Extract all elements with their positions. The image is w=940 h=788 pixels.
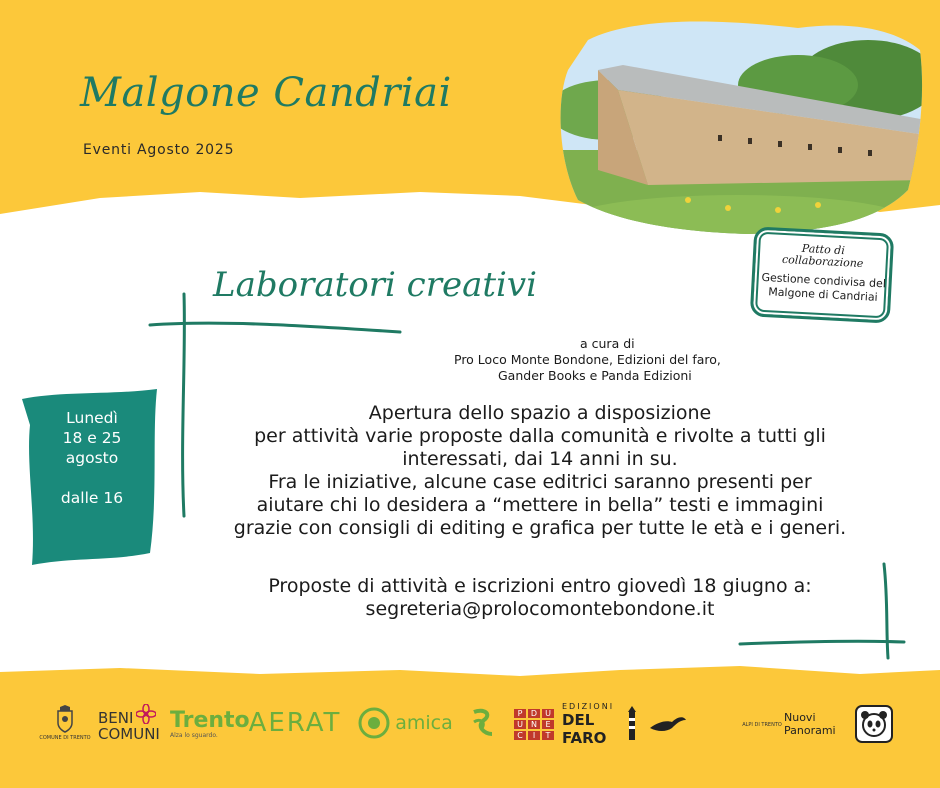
edizioni-label: EDIZIONI <box>562 701 615 711</box>
flower-icon <box>136 704 156 724</box>
date-line: 18 e 25 <box>62 429 122 447</box>
date-line: agosto <box>65 449 119 467</box>
event-title: Laboratori creativi <box>213 265 537 305</box>
amica-circle-icon <box>357 706 391 740</box>
panda-edizioni-logo <box>854 704 894 744</box>
trento-tagline: Alza lo sguardo. <box>170 731 218 739</box>
page-title: Malgone Candriai <box>80 70 452 116</box>
curator-line: Pro Loco Monte Bondone, Edizioni del faro, <box>454 352 721 367</box>
curator-block <box>440 336 800 384</box>
stamp-text: Gestione condivisa del Malgone di Candriai <box>761 270 887 304</box>
curator-line: a cura di <box>580 336 635 351</box>
pdu-cell: U <box>542 709 554 718</box>
description-line: per attività varie proposte dalla comunità e rivolte a tutti gli <box>254 425 826 447</box>
coat-of-arms-icon <box>56 705 74 733</box>
signup-email[interactable]: segreteria@prolocomontebondone.it <box>365 598 715 620</box>
description-line: aiutare chi lo desidera a “mettere in bella” testi e immagini <box>256 494 824 516</box>
pdu-cell: E <box>542 720 554 729</box>
description-line: grazie con consigli di editing e grafica per tutte le età e i generi. <box>233 517 847 539</box>
pdu-cell: I <box>528 731 540 740</box>
bird-icon <box>648 710 688 736</box>
leaf-logo <box>468 704 498 742</box>
event-description <box>190 402 890 540</box>
del-faro-label: DEL FARO <box>562 710 607 747</box>
aerat-logo <box>246 706 344 740</box>
aerat-label: AERAT <box>248 708 342 738</box>
nuovi-panorami-logo <box>784 706 848 742</box>
signup-line: Proposte di attività e iscrizioni entro giovedì 18 giugno a: <box>268 575 812 597</box>
amica-logo <box>350 704 460 742</box>
amica-label: amica <box>395 712 453 734</box>
page-subtitle: Eventi Agosto 2025 <box>83 142 235 158</box>
nuovi-label: Nuovi <box>784 711 816 724</box>
pdu-cell: T <box>542 731 554 740</box>
date-info <box>42 408 142 508</box>
pdu-logo <box>512 702 556 746</box>
sponsor-logos <box>0 700 940 756</box>
comune-label: COMUNE DI TRENTO <box>39 735 91 741</box>
description-line: interessati, dai 14 anni in su. <box>402 448 678 470</box>
time-label: dalle 16 <box>60 489 124 507</box>
comuni-label: COMUNI <box>98 725 160 743</box>
pdu-cell: C <box>514 731 526 740</box>
swirl-icon <box>470 706 496 740</box>
trento-label: Trento <box>170 707 250 733</box>
panda-icon <box>855 705 893 743</box>
description-line: Apertura dello spazio a disposizione <box>368 402 712 424</box>
pdu-grid <box>514 709 554 740</box>
date-line: Lunedì <box>66 409 118 427</box>
description-line: Fra le iniziative, alcune case editrici saranno presenti per <box>268 471 812 493</box>
lighthouse-icon <box>626 704 638 740</box>
building-photo <box>548 10 926 240</box>
edizioni-del-faro-logo <box>562 701 642 747</box>
pdu-cell: D <box>528 709 540 718</box>
pdu-cell: P <box>514 709 526 718</box>
gander-books-logo <box>646 706 690 740</box>
signup-info <box>190 575 890 621</box>
comune-trento-logo <box>30 700 100 746</box>
beni-label: BENI <box>98 709 134 727</box>
beni-comuni-logo <box>98 706 168 746</box>
pdu-cell: U <box>514 720 526 729</box>
alpi-trento-logo <box>742 710 782 740</box>
pdu-cell: N <box>528 720 540 729</box>
trento-logo <box>170 704 250 744</box>
alpi-label: ALPI DI TRENTO <box>742 722 782 728</box>
stamp-title: Patto di collaborazione <box>781 241 864 271</box>
collaboration-stamp <box>750 226 895 323</box>
curator-line: Gander Books e Panda Edizioni <box>498 368 692 383</box>
panorami-label: Panorami <box>784 724 836 737</box>
